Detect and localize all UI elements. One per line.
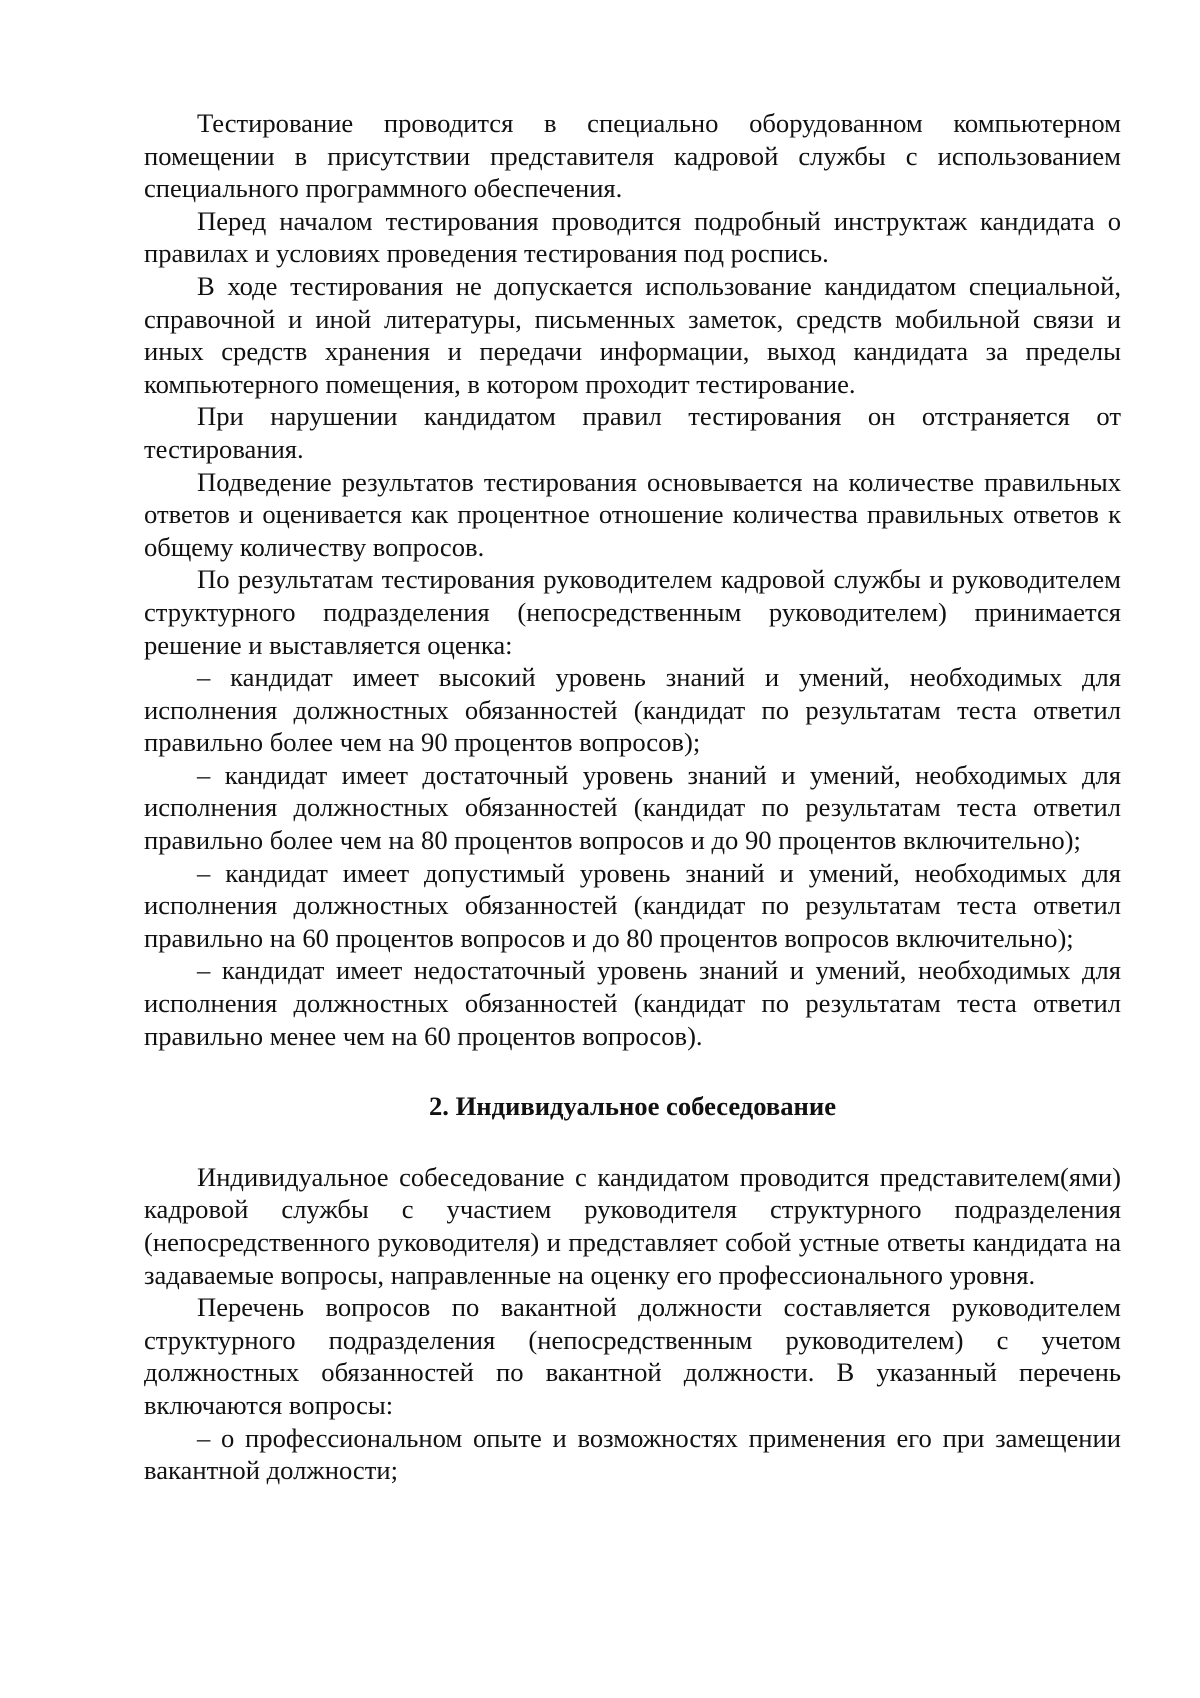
paragraph-briefing: Перед началом тестирования проводится подробный инструктаж кандидата о правилах и условиях проведения тестирования под роспись. (144, 205, 1121, 269)
list-item-high-level: – кандидат имеет высокий уровень знаний и умений, необходимых для исполнения должностных обязанностей (кандидат по результатам теста ответил правильно более чем на 90 процентов вопросов); (144, 662, 1121, 758)
paragraph-testing-location: Тестирование проводится в специально оборудованном компьютерном помещении в присутствии представителя кадровой службы с использованием специального программного обеспечения. (144, 108, 1121, 204)
paragraph-violation: При нарушении кандидатом правил тестирования он отстраняется от тестирования. (144, 401, 1121, 464)
list-item-acceptable-level: – кандидат имеет допустимый уровень знаний и умений, необходимых для исполнения должностных обязанностей (кандидат по результатам теста ответил правильно на 60 процентов вопросов и до 80 процентов вопросов включительно); (144, 857, 1121, 953)
list-item-professional-experience: – о профессиональном опыте и возможностях применения его при замещении вакантной должности; (144, 1422, 1121, 1486)
paragraph-interview-description: Индивидуальное собеседование с кандидатом проводится представителем(ями) кадровой службы с участием руководителя структурного подразделения (непосредственного руководителя) и представляет собой устные ответы кандидата на задаваемые вопросы, направленные на оценку его профессионального уровня. (144, 1161, 1121, 1290)
paragraph-question-list: Перечень вопросов по вакантной должности составляется руководителем структурного подразделения (непосредственным руководителем) с учетом должностных обязанностей по вакантной должности. В указанный перечень включаются вопросы: (144, 1292, 1121, 1420)
list-item-insufficient-level: – кандидат имеет недостаточный уровень знаний и умений, необходимых для исполнения должностных обязанностей (кандидат по результатам теста ответил правильно менее чем на 60 процентов вопросов). (144, 955, 1121, 1051)
document-page (144, 107, 1121, 1487)
section-heading-interview: 2. Индивидуальное собеседование (429, 1091, 836, 1122)
paragraph-results-basis: Подведение результатов тестирования основывается на количестве правильных ответов и оценивается как процентное отношение количества правильных ответов к общему количеству вопросов. (144, 466, 1121, 562)
list-item-sufficient-level: – кандидат имеет достаточный уровень знаний и умений, необходимых для исполнения должностных обязанностей (кандидат по результатам теста ответил правильно более чем на 80 процентов вопросов и до 90 процентов включительно); (144, 759, 1121, 856)
paragraph-prohibitions: В ходе тестирования не допускается использование кандидатом специальной, справочной и иной литературы, письменных заметок, средств мобильной связи и иных средств хранения и передачи информации, выход кандидата за пределы компьютерного помещения, в котором проходит тестирование. (144, 270, 1121, 399)
paragraph-evaluation-decision: По результатам тестирования руководителем кадровой службы и руководителем структурного подразделения (непосредственным руководителем) принимается решение и выставляется оценка: (144, 564, 1121, 660)
